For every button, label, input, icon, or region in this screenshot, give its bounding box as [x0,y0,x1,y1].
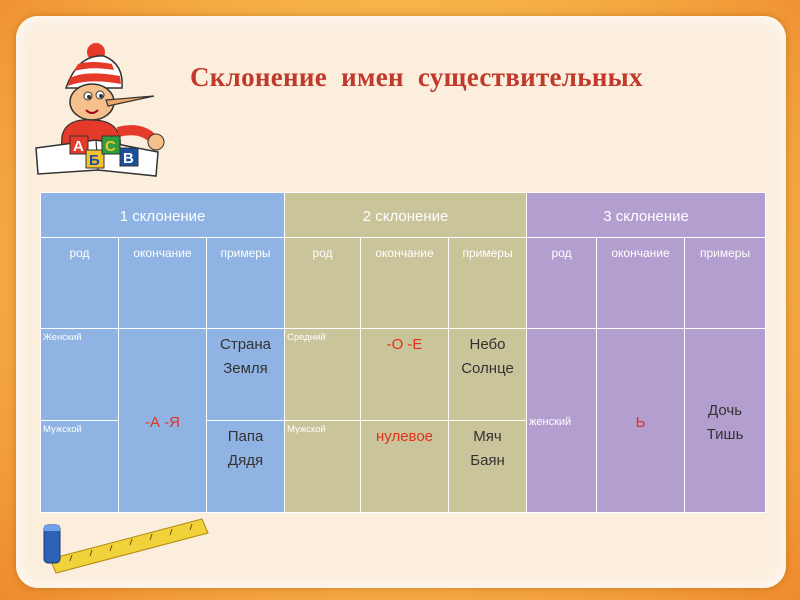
g1-examples-row1 [207,329,285,421]
example-word: Дядя [227,452,264,469]
g2-ending-row2: нулевое [361,421,449,513]
example-word: Страна [220,336,272,353]
subheader-primery: примеры [449,238,527,329]
example-word: Небо [469,336,506,353]
subheader-okonchanie: окончание [597,238,685,329]
g1-examples-row2 [207,421,285,513]
group-header-3: 3 склонение [527,193,766,238]
g3-examples [685,329,766,513]
g2-examples-row1 [449,329,527,421]
mascot-letter-a: А [73,138,84,155]
group-header-2: 2 склонение [285,193,527,238]
g2-gender-row2: Мужской [285,421,361,513]
g3-ending: Ь [597,329,685,513]
g3-gender: женский [527,329,597,513]
subheader-okonchanie: окончание [361,238,449,329]
example-word: Баян [470,452,505,469]
g1-ending: -А -Я [119,329,207,513]
g2-examples-row2 [449,421,527,513]
example-word: Дочь [708,401,743,419]
declension-table [40,192,766,513]
mascot-letter-v: В [123,150,134,167]
subheader-okonchanie: окончание [119,238,207,329]
example-word: Мяч [473,428,502,445]
example-word: Солнце [461,360,514,377]
example-word: Папа [227,428,264,445]
subheader-primery: примеры [685,238,766,329]
ruler-pencil-icon [42,515,217,575]
group-header-1: 1 склонение [41,193,285,238]
g2-gender-row1: Средний [285,329,361,421]
subheader-primery: примеры [207,238,285,329]
subheader-rod: род [41,238,119,329]
subheader-rod: род [285,238,361,329]
g1-gender-row2: Мужской [41,421,119,513]
page-title: Склонение имен существительных [190,62,643,92]
mascot-letter-b: Б [89,152,100,169]
subheader-rod: род [527,238,597,329]
pinocchio-reading-abc-book-icon [26,40,176,180]
example-word: Тишь [706,425,744,443]
example-word: Земля [223,360,268,377]
g1-gender-row1: Женский [41,329,119,421]
mascot-letter-s: С [105,138,116,155]
g2-ending-row1: -О -Е [361,329,449,421]
